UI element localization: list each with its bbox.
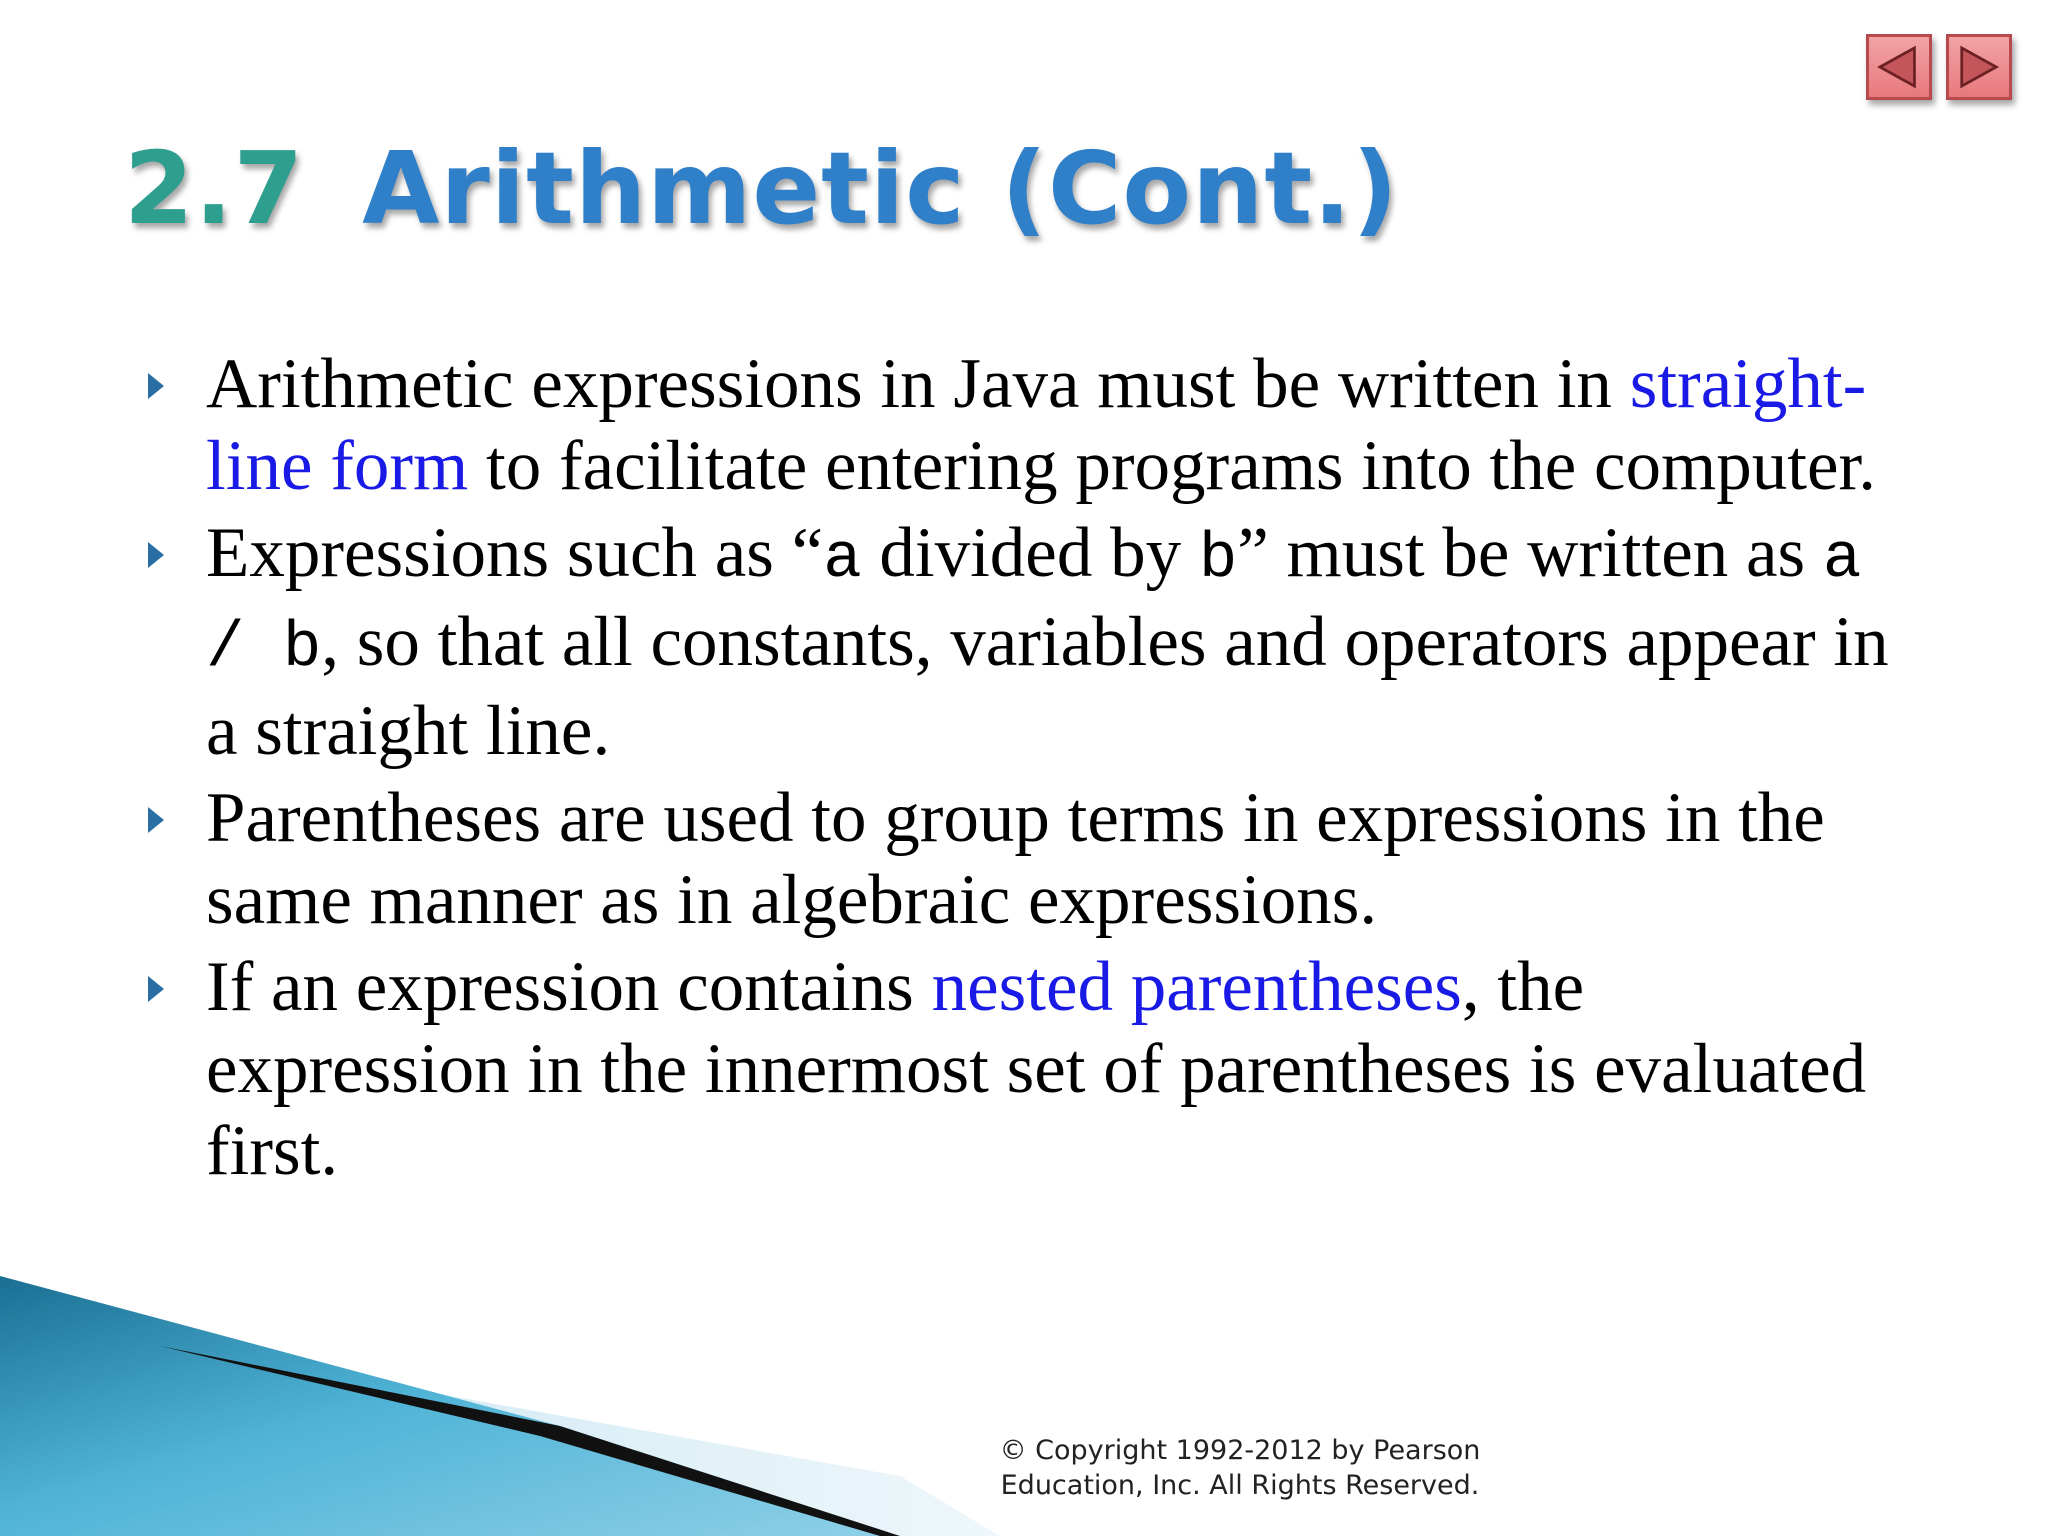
- bullet-text: Parentheses are used to group terms in expressions in the same manner as in algebraic expressions.: [206, 779, 1825, 939]
- slide-title: [124, 130, 1399, 247]
- code-text: a: [823, 524, 862, 596]
- bullet-item: [148, 512, 1898, 772]
- section-title: Arithmetic (Cont.): [362, 130, 1399, 247]
- slide-navigation: [1866, 34, 2012, 100]
- bullet-item: [148, 946, 1898, 1192]
- bullet-triangle-icon: [148, 542, 164, 568]
- bullet-item: [148, 777, 1898, 941]
- bullet-list: [148, 343, 1898, 1197]
- highlighted-term: straight-line form: [206, 345, 1867, 505]
- bullet-text: If an expression contains: [206, 948, 932, 1026]
- copyright-line: © Copyright 1992-2012 by Pearson: [999, 1435, 1481, 1466]
- bullet-text: , the expression in the innermost set of parentheses is evaluated first.: [206, 948, 1867, 1190]
- bullet-triangle-icon: [148, 373, 164, 399]
- bullet-item: [148, 343, 1898, 507]
- bullet-text: , so that all constants, variables and operators appear in a straight line.: [206, 603, 1889, 770]
- bullet-triangle-icon: [148, 807, 164, 833]
- bullet-triangle-icon: [148, 976, 164, 1002]
- bullet-text: ” must be written as: [1237, 514, 1823, 592]
- next-slide-button[interactable]: [1946, 34, 2012, 100]
- triangle-right-icon: [1949, 37, 2009, 97]
- previous-slide-button[interactable]: [1866, 34, 1932, 100]
- triangle-left-icon: [1869, 37, 1929, 97]
- copyright-line: Education, Inc. All Rights Reserved.: [1000, 1470, 1480, 1501]
- code-text: a / b: [206, 524, 1862, 685]
- bullet-text: divided by: [861, 514, 1199, 592]
- section-number: 2.7: [124, 130, 305, 247]
- bullet-text: Arithmetic expressions in Java must be written in: [206, 345, 1630, 423]
- code-text: b: [1198, 524, 1238, 596]
- copyright-notice: [990, 1433, 1490, 1503]
- highlighted-term: nested parentheses: [931, 948, 1462, 1026]
- bullet-text: to facilitate entering programs into the computer.: [468, 427, 1876, 505]
- bullet-text: Expressions such as “: [206, 514, 824, 592]
